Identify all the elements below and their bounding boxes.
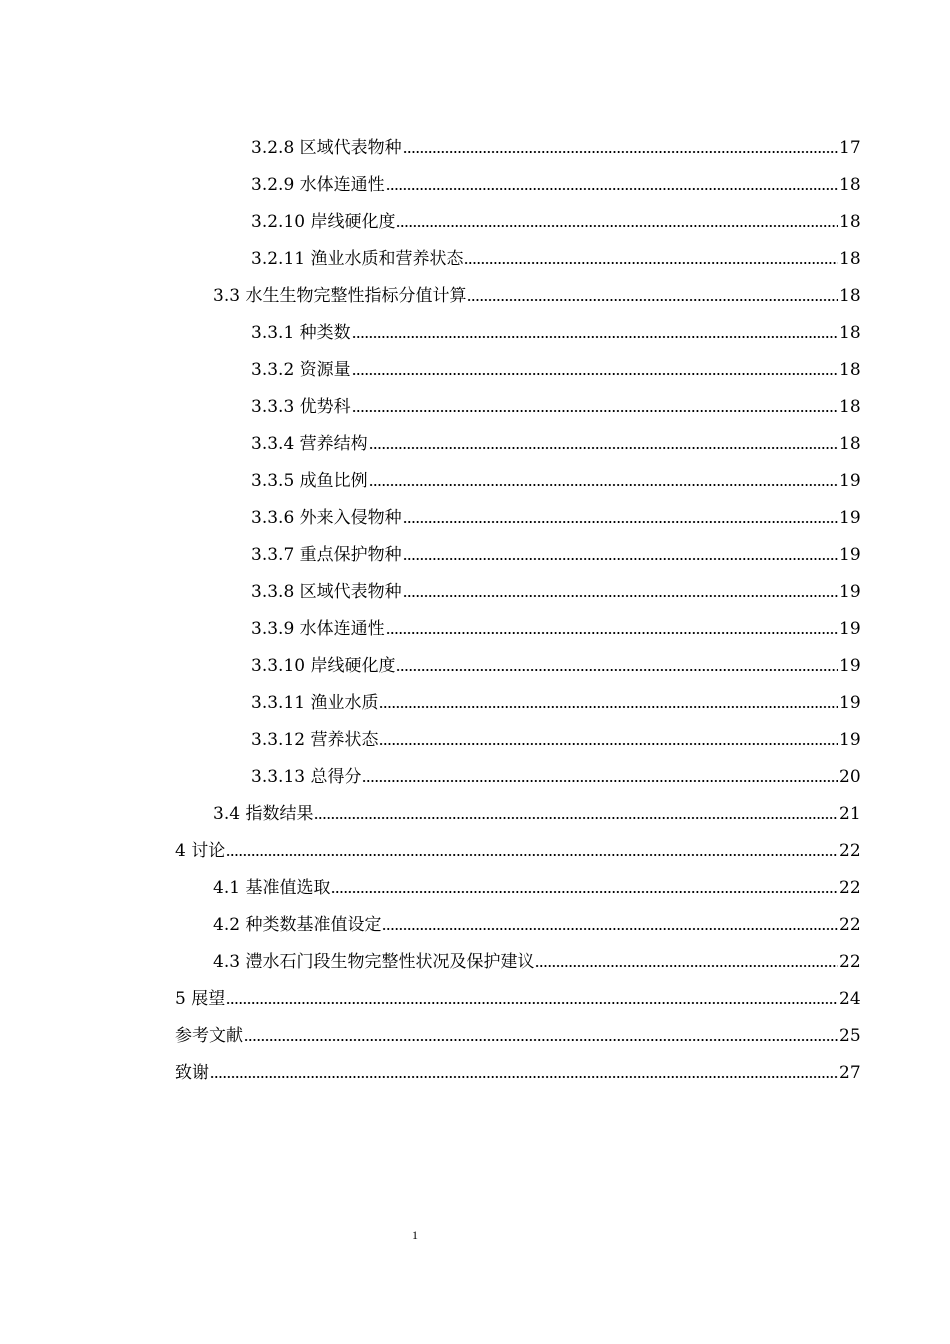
dot-leader [244,1028,838,1042]
toc-entry-label: 3.3.2 资源量 [251,360,351,380]
dot-leader [369,473,838,487]
toc-entry-page: 19 [839,693,861,713]
dot-leader [226,991,838,1005]
toc-entry-page: 21 [839,804,861,824]
toc-entry-page: 27 [839,1063,861,1083]
toc-entry-label: 3.3.5 成鱼比例 [251,471,368,491]
toc-entry[interactable] [251,389,950,426]
dot-leader [464,251,838,265]
toc-entry-label: 4.3 澧水石门段生物完整性状况及保护建议 [213,952,535,972]
dot-leader [386,621,838,635]
toc-entry-label: 3.2.8 区域代表物种 [251,138,402,158]
toc-entry-label: 3.3.7 重点保护物种 [251,545,402,565]
dot-leader [226,843,838,857]
table-of-contents [0,130,950,1092]
toc-entry[interactable] [213,944,950,981]
dot-leader [403,547,838,561]
toc-entry-page: 24 [839,989,861,1009]
toc-entry-page: 25 [839,1026,861,1046]
dot-leader [467,288,838,302]
toc-entry-label: 3.3.8 区域代表物种 [251,582,402,602]
toc-entry[interactable] [251,500,950,537]
toc-entry-page: 19 [839,730,861,750]
dot-leader [210,1065,838,1079]
toc-entry[interactable] [213,796,950,833]
toc-entry-label: 3.3.4 营养结构 [251,434,368,454]
dot-leader [331,880,838,894]
dot-leader [386,177,838,191]
toc-entry[interactable] [251,130,950,167]
toc-entry[interactable] [251,167,950,204]
dot-leader [403,140,838,154]
toc-entry-label: 3.3.10 岸线硬化度 [251,656,396,676]
toc-entry[interactable] [175,981,950,1018]
toc-entry-label: 5 展望 [175,989,226,1009]
toc-entry-label: 3.3.6 外来入侵物种 [251,508,402,528]
toc-entry[interactable] [251,463,950,500]
toc-entry-page: 18 [839,323,861,343]
dot-leader [352,362,838,376]
toc-entry-page: 17 [839,138,861,158]
toc-entry-page: 19 [839,471,861,491]
toc-entry[interactable] [175,1055,950,1092]
toc-entry[interactable] [251,648,950,685]
toc-entry-label: 3.2.9 水体连通性 [251,175,385,195]
toc-entry-page: 22 [839,952,861,972]
toc-entry-label: 4.2 种类数基准值设定 [213,915,382,935]
toc-entry[interactable] [251,204,950,241]
toc-entry[interactable] [251,315,950,352]
toc-entry-label: 3.3.1 种类数 [251,323,351,343]
toc-entry-page: 18 [839,286,861,306]
toc-entry-page: 18 [839,249,861,269]
dot-leader [382,917,838,931]
dot-leader [379,732,838,746]
toc-entry-label: 3.3.11 渔业水质 [251,693,379,713]
toc-entry[interactable] [251,722,950,759]
dot-leader [379,695,838,709]
dot-leader [352,399,838,413]
toc-entry[interactable] [175,833,950,870]
toc-entry[interactable] [213,870,950,907]
toc-entry[interactable] [251,759,950,796]
toc-entry[interactable] [213,907,950,944]
toc-entry-page: 18 [839,212,861,232]
toc-entry-label: 3.2.11 渔业水质和营养状态 [251,249,464,269]
page-number: 1 [412,1228,418,1242]
toc-entry-label: 3.3.12 营养状态 [251,730,379,750]
toc-entry-label: 4.1 基准值选取 [213,878,331,898]
toc-entry-page: 18 [839,360,861,380]
dot-leader [314,806,838,820]
toc-entry-page: 20 [839,767,861,787]
dot-leader [369,436,838,450]
toc-entry-page: 19 [839,582,861,602]
dot-leader [535,954,838,968]
toc-entry[interactable] [251,574,950,611]
toc-entry-label: 3.3.3 优势科 [251,397,351,417]
toc-entry-label: 3.3.13 总得分 [251,767,362,787]
dot-leader [403,510,838,524]
toc-entry[interactable] [251,241,950,278]
toc-entry[interactable] [251,537,950,574]
toc-entry-page: 22 [839,878,861,898]
toc-entry-page: 18 [839,434,861,454]
toc-entry-label: 3.3.9 水体连通性 [251,619,385,639]
toc-entry[interactable] [251,685,950,722]
toc-entry-page: 19 [839,508,861,528]
dot-leader [396,214,838,228]
toc-entry-page: 22 [839,915,861,935]
dot-leader [396,658,838,672]
toc-entry[interactable] [251,426,950,463]
toc-entry[interactable] [251,352,950,389]
toc-entry-page: 19 [839,545,861,565]
toc-entry-label: 3.4 指数结果 [213,804,314,824]
toc-entry-label: 致谢 [175,1063,209,1083]
toc-entry-page: 18 [839,175,861,195]
dot-leader [352,325,838,339]
toc-entry-page: 19 [839,619,861,639]
toc-entry[interactable] [175,1018,950,1055]
toc-entry-page: 18 [839,397,861,417]
toc-entry-page: 19 [839,656,861,676]
toc-entry[interactable] [251,611,950,648]
toc-entry-label: 4 讨论 [175,841,226,861]
toc-entry-label: 3.2.10 岸线硬化度 [251,212,396,232]
dot-leader [403,584,838,598]
toc-entry[interactable] [213,278,950,315]
toc-entry-page: 22 [839,841,861,861]
toc-entry-label: 参考文献 [175,1026,243,1046]
dot-leader [362,769,838,783]
toc-entry-label: 3.3 水生生物完整性指标分值计算 [213,286,467,306]
